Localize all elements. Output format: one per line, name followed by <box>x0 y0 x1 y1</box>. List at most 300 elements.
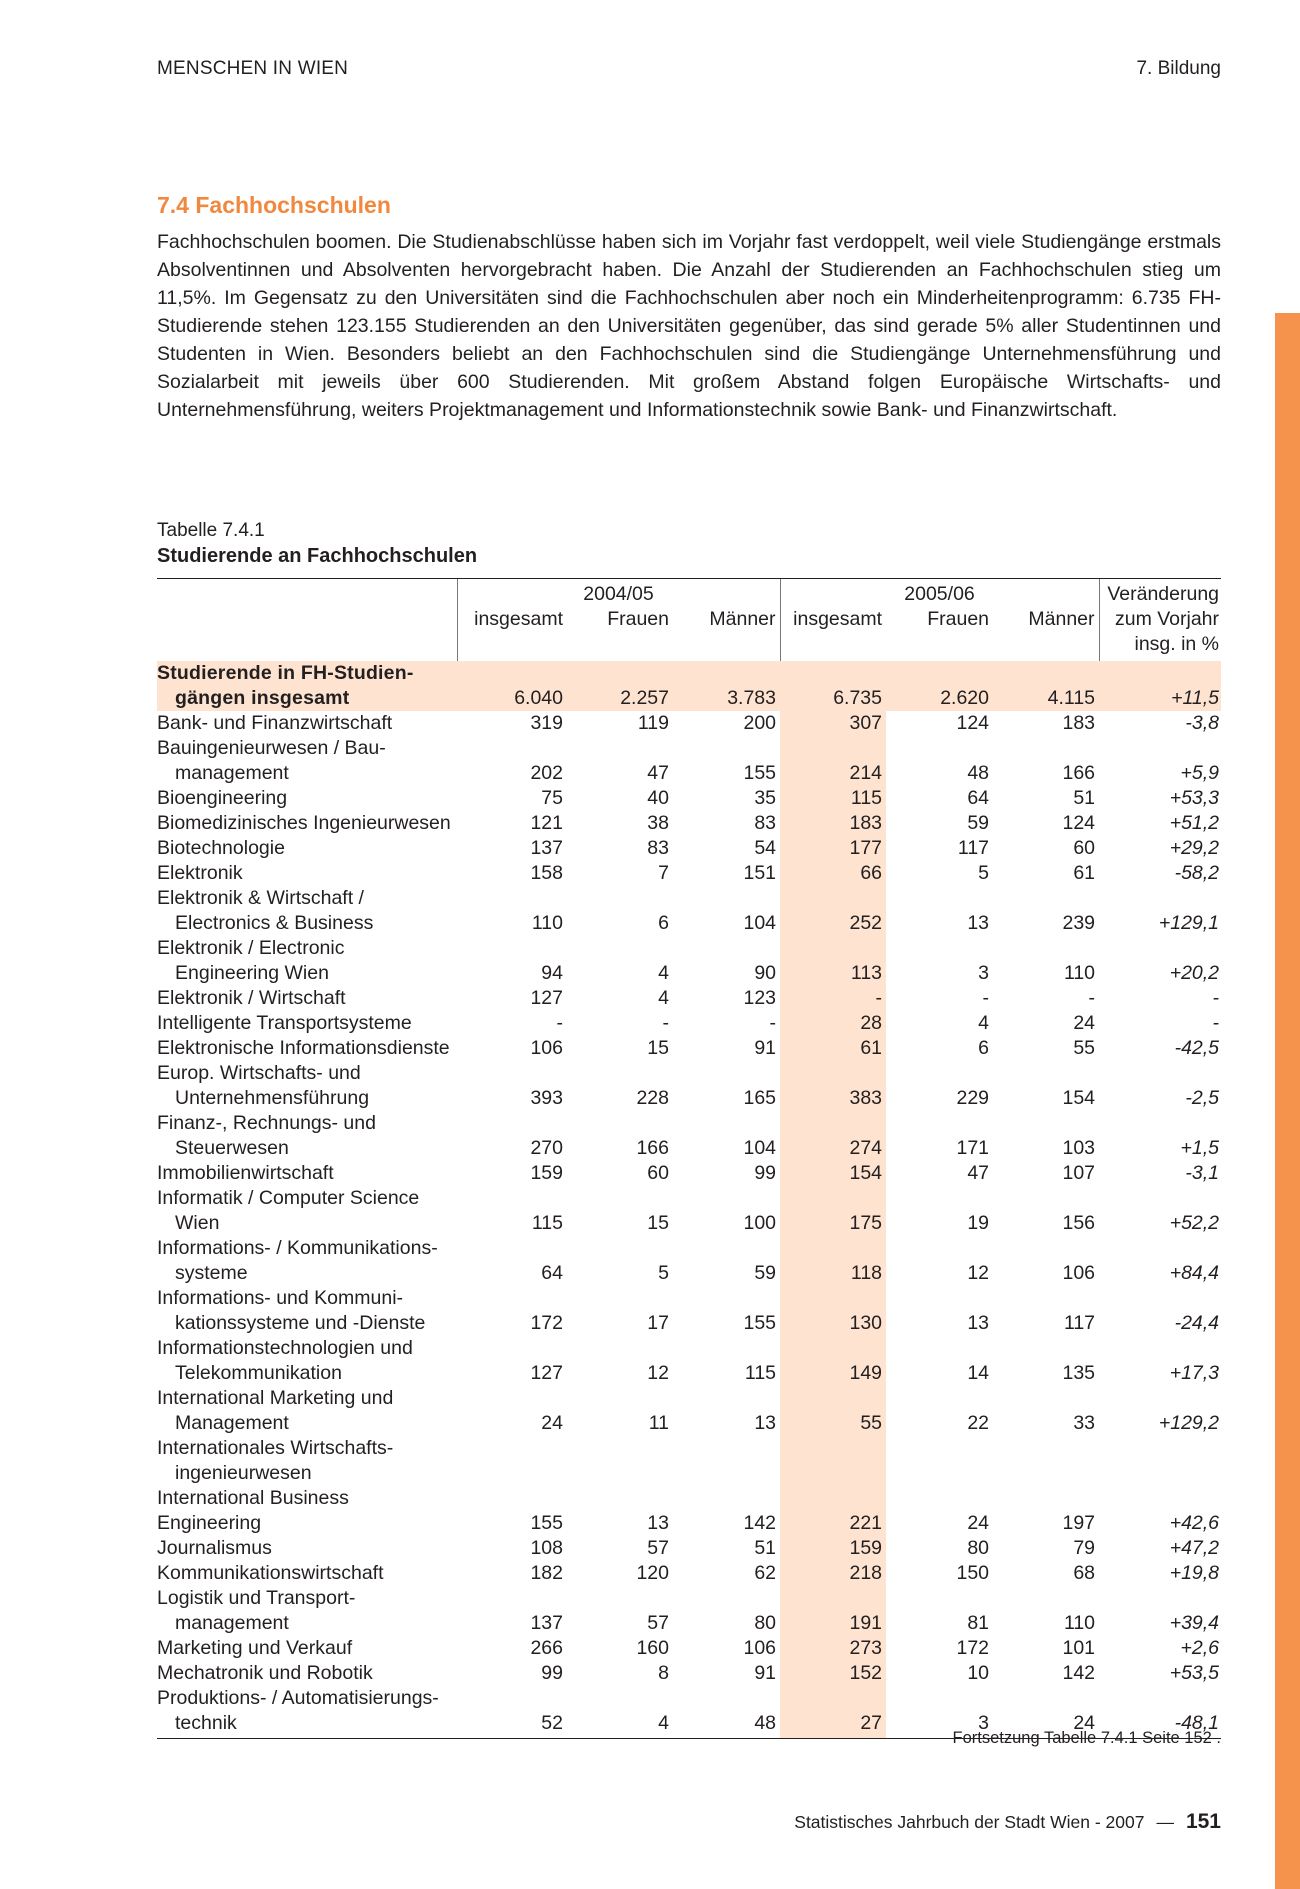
table-row <box>157 1461 1221 1486</box>
cell-maenner-2004: 151 <box>743 862 777 884</box>
cell-frauen-2004: 8 <box>658 1662 669 1684</box>
cell-maenner-2005: 135 <box>1062 1362 1096 1384</box>
row-label: Intelligente Transportsysteme <box>157 1012 412 1034</box>
total-maenner-2004: 3.783 <box>673 686 780 711</box>
cell-change: +19,8 <box>1169 1562 1220 1584</box>
footer-publication: Statistisches Jahrbuch der Stadt Wien - 2007 <box>794 1812 1145 1832</box>
cell-insgesamt-2005: 175 <box>780 1211 886 1236</box>
header-change-line1: Veränderung <box>1099 579 1221 608</box>
table-row <box>157 1311 1221 1336</box>
cell-maenner-2005 <box>993 1461 1099 1486</box>
cell-insgesamt-2005: 55 <box>780 1411 886 1436</box>
cell-insgesamt-2004: 270 <box>530 1137 563 1159</box>
cell-change: +39,4 <box>1169 1612 1220 1634</box>
cell-frauen-2004: 47 <box>647 762 669 784</box>
cell-frauen-2005: 19 <box>967 1212 990 1234</box>
row-label-continuation: Engineering Wien <box>175 962 329 984</box>
table-row <box>157 961 1221 986</box>
cell-frauen-2004: - <box>662 1012 669 1034</box>
cell-frauen-2005: 81 <box>967 1612 990 1634</box>
cell-change: +53,3 <box>1169 787 1220 809</box>
cell-insgesamt-2004: 99 <box>541 1662 563 1684</box>
table-row <box>157 911 1221 936</box>
total-insgesamt-2005: 6.735 <box>780 686 886 711</box>
header-maenner-2004: Männer <box>709 608 776 630</box>
row-label: International Marketing und <box>157 1387 394 1409</box>
table-row <box>157 1036 1221 1061</box>
cell-insgesamt-2005: 61 <box>780 1036 886 1061</box>
total-frauen-2005: 2.620 <box>886 686 993 711</box>
cell-maenner-2004: 200 <box>743 712 777 734</box>
cell-frauen-2004: 83 <box>647 837 669 859</box>
row-label: Informations- / Kommunikations- <box>157 1237 438 1259</box>
cell-maenner-2004: 165 <box>743 1087 777 1109</box>
cell-insgesamt-2004: 202 <box>530 762 563 784</box>
header-year-2005: 2005/06 <box>780 579 1099 608</box>
cell-maenner-2004: 83 <box>754 812 777 834</box>
cell-maenner-2004: 106 <box>743 1637 777 1659</box>
cell-maenner-2005: 117 <box>1063 1312 1096 1334</box>
cell-insgesamt-2005: 214 <box>780 761 886 786</box>
cell-frauen-2005: 229 <box>956 1087 990 1109</box>
cell-frauen-2005: 171 <box>956 1137 990 1159</box>
cell-frauen-2004: 166 <box>636 1137 669 1159</box>
cell-frauen-2004: 13 <box>647 1512 669 1534</box>
cell-change: +53,5 <box>1169 1662 1220 1684</box>
cell-maenner-2004: 35 <box>754 787 777 809</box>
cell-insgesamt-2004 <box>457 1461 567 1486</box>
cell-maenner-2004: 13 <box>754 1412 777 1434</box>
cell-maenner-2004: 59 <box>754 1262 777 1284</box>
cell-maenner-2005: 79 <box>1073 1537 1096 1559</box>
cell-maenner-2005: 110 <box>1063 962 1096 984</box>
cell-maenner-2005: 239 <box>1062 912 1096 934</box>
row-label: Elektronische Informationsdienste <box>157 1037 450 1059</box>
cell-maenner-2004: 123 <box>743 987 777 1009</box>
cell-change: +2,6 <box>1180 1637 1220 1659</box>
row-label: Biotechnologie <box>157 837 285 859</box>
table-row <box>157 986 1221 1011</box>
table-row-label-line <box>157 1111 1221 1136</box>
row-label: Elektronik / Electronic <box>157 937 345 959</box>
cell-frauen-2004: 4 <box>658 987 669 1009</box>
cell-frauen-2005: 59 <box>967 812 990 834</box>
cell-frauen-2005: 13 <box>967 912 990 934</box>
cell-change: +17,3 <box>1169 1362 1220 1384</box>
row-label: Informatik / Computer Science <box>157 1187 420 1209</box>
table-row-label-line <box>157 1061 1221 1086</box>
cell-change: +129,2 <box>1158 1412 1220 1434</box>
table-row <box>157 1086 1221 1111</box>
cell-insgesamt-2004: 75 <box>541 787 563 809</box>
row-label-continuation: technik <box>157 1711 457 1739</box>
cell-insgesamt-2004: 121 <box>530 812 563 834</box>
cell-frauen-2005: 48 <box>967 762 990 784</box>
cell-insgesamt-2005: 113 <box>780 961 886 986</box>
total-change: +11,5 <box>1099 686 1221 711</box>
cell-insgesamt-2005: 152 <box>780 1661 886 1686</box>
row-label-continuation: Telekommunikation <box>175 1362 342 1384</box>
row-label-continuation: Electronics & Business <box>175 912 374 934</box>
cell-insgesamt-2005: 28 <box>780 1011 886 1036</box>
row-label-continuation: management <box>175 762 289 784</box>
cell-maenner-2005: 61 <box>1073 862 1096 884</box>
row-label: Biomedizinisches Ingenieurwesen <box>157 812 451 834</box>
cell-frauen-2004: 38 <box>647 812 669 834</box>
cell-insgesamt-2005: 27 <box>780 1711 886 1739</box>
table-row <box>157 761 1221 786</box>
running-header-right: 7. Bildung <box>1136 58 1221 79</box>
row-label: Europ. Wirtschafts- und <box>157 1062 361 1084</box>
chapter-side-bar <box>1275 313 1300 1889</box>
header-year-2004: 2004/05 <box>457 579 780 608</box>
cell-frauen-2005: 64 <box>967 787 990 809</box>
row-label: Produktions- / Automatisierungs- <box>157 1687 439 1709</box>
row-label: Finanz-, Rechnungs- und <box>157 1112 376 1134</box>
cell-insgesamt-2004: 182 <box>530 1562 563 1584</box>
running-header-left: MENSCHEN IN WIEN <box>157 58 349 79</box>
row-label: Elektronik <box>157 862 243 884</box>
table-row-label-line <box>157 1286 1221 1311</box>
cell-insgesamt-2005: 273 <box>780 1636 886 1661</box>
cell-change: +1,5 <box>1180 1137 1220 1159</box>
cell-insgesamt-2004: 172 <box>530 1312 563 1334</box>
cell-maenner-2005: 156 <box>1062 1212 1096 1234</box>
table-row-label-line <box>157 936 1221 961</box>
table-label: Tabelle 7.4.1 <box>157 520 265 541</box>
cell-change: -2,5 <box>1185 1087 1220 1109</box>
cell-maenner-2005: - <box>1088 987 1096 1009</box>
table-row <box>157 1611 1221 1636</box>
table-continuation-note: Fortsetzung Tabelle 7.4.1 Seite 152 . <box>952 1729 1221 1747</box>
cell-insgesamt-2005: 177 <box>780 836 886 861</box>
cell-maenner-2005: 55 <box>1073 1037 1096 1059</box>
cell-insgesamt-2004: 64 <box>541 1262 563 1284</box>
cell-frauen-2005: 24 <box>967 1512 990 1534</box>
cell-frauen-2005 <box>886 1461 993 1486</box>
row-label: Internationales Wirtschafts- <box>157 1437 394 1459</box>
row-label-continuation: Wien <box>175 1212 220 1234</box>
cell-maenner-2005: 24 <box>1073 1012 1096 1034</box>
row-label-continuation: ingenieurwesen <box>175 1462 312 1484</box>
total-insgesamt-2004: 6.040 <box>457 686 567 711</box>
cell-maenner-2004: 142 <box>743 1512 777 1534</box>
row-label-continuation: Management <box>175 1412 289 1434</box>
footer-dash: — <box>1156 1812 1174 1832</box>
cell-insgesamt-2004: 127 <box>530 1362 563 1384</box>
cell-change: -24,4 <box>1174 1312 1220 1334</box>
cell-insgesamt-2004: 110 <box>531 912 563 934</box>
cell-insgesamt-2005: 183 <box>780 811 886 836</box>
row-label: Informations- und Kommuni- <box>157 1287 404 1309</box>
row-label: Immobilienwirtschaft <box>157 1162 334 1184</box>
table-row <box>157 1411 1221 1436</box>
cell-insgesamt-2005: 252 <box>780 911 886 936</box>
cell-maenner-2004: 62 <box>754 1562 777 1584</box>
table-row-label-line <box>157 1186 1221 1211</box>
table-row <box>157 1536 1221 1561</box>
cell-insgesamt-2004: 393 <box>530 1087 563 1109</box>
cell-frauen-2005: 3 <box>886 1711 993 1739</box>
cell-maenner-2005: 154 <box>1062 1087 1096 1109</box>
cell-maenner-2005: 106 <box>1062 1262 1096 1284</box>
cell-change <box>1099 1461 1221 1486</box>
cell-insgesamt-2005 <box>780 1461 886 1486</box>
section-title: 7.4 Fachhochschulen <box>157 192 391 218</box>
header-blank <box>157 579 457 608</box>
cell-maenner-2004: 90 <box>754 962 777 984</box>
cell-maenner-2005: 124 <box>1062 812 1096 834</box>
cell-maenner-2005: 142 <box>1062 1662 1096 1684</box>
table-row <box>157 1161 1221 1186</box>
cell-maenner-2005: 197 <box>1062 1512 1096 1534</box>
header-insgesamt-2005: insgesamt <box>780 607 886 632</box>
table-row <box>157 711 1221 736</box>
cell-insgesamt-2005: 154 <box>780 1161 886 1186</box>
cell-insgesamt-2004: 319 <box>530 712 563 734</box>
table-row <box>157 1136 1221 1161</box>
row-label: Journalismus <box>157 1537 272 1559</box>
cell-maenner-2004: 155 <box>743 762 777 784</box>
cell-insgesamt-2005: 159 <box>780 1536 886 1561</box>
table-row-label-line <box>157 1586 1221 1611</box>
cell-maenner-2005: 183 <box>1062 712 1096 734</box>
cell-frauen-2004: 5 <box>658 1262 669 1284</box>
cell-maenner-2005: 51 <box>1073 787 1096 809</box>
row-label: Mechatronik und Robotik <box>157 1662 373 1684</box>
cell-maenner-2004: 51 <box>754 1537 777 1559</box>
cell-frauen-2005: 172 <box>956 1637 990 1659</box>
cell-maenner-2004: 115 <box>744 1362 777 1384</box>
cell-insgesamt-2005: 118 <box>780 1261 886 1286</box>
cell-maenner-2004: 54 <box>754 837 777 859</box>
cell-frauen-2005: - <box>982 987 990 1009</box>
cell-change: +5,9 <box>1180 762 1220 784</box>
cell-frauen-2004: 4 <box>658 962 669 984</box>
cell-maenner-2004: 91 <box>754 1662 777 1684</box>
header-frauen-2005: Frauen <box>927 608 990 630</box>
cell-insgesamt-2004: 155 <box>530 1512 563 1534</box>
row-label: Bauingenieurwesen / Bau- <box>157 737 386 759</box>
cell-insgesamt-2005: 115 <box>780 786 886 811</box>
row-label-continuation: kationssysteme und -Dienste <box>175 1312 426 1334</box>
cell-frauen-2004: 17 <box>647 1312 669 1334</box>
cell-change: +84,4 <box>1169 1262 1220 1284</box>
cell-frauen-2005: 5 <box>978 862 990 884</box>
cell-insgesamt-2004: 115 <box>531 1212 563 1234</box>
row-label: Elektronik / Wirtschaft <box>157 987 346 1009</box>
row-label: Logistik und Transport- <box>157 1587 356 1609</box>
cell-change: -58,2 <box>1174 862 1220 884</box>
cell-change: -48,1 <box>1099 1711 1221 1739</box>
cell-insgesamt-2004: 106 <box>530 1037 563 1059</box>
row-label: Bank- und Finanzwirtschaft <box>157 712 393 734</box>
cell-maenner-2005: 110 <box>1063 1612 1096 1634</box>
table-row-label-line <box>157 1236 1221 1261</box>
table-row <box>157 1661 1221 1686</box>
cell-change: +20,2 <box>1169 962 1220 984</box>
table-title: Studierende an Fachhochschulen <box>157 545 478 567</box>
header-maenner-2005: Männer <box>1028 608 1095 630</box>
cell-insgesamt-2004: 159 <box>530 1162 563 1184</box>
table-row <box>157 836 1221 861</box>
cell-change: +29,2 <box>1169 837 1220 859</box>
table-row-label-line <box>157 1336 1221 1361</box>
cell-frauen-2005: 10 <box>967 1662 990 1684</box>
row-label-continuation: systeme <box>175 1262 248 1284</box>
cell-maenner-2004: 155 <box>743 1312 777 1334</box>
students-table <box>157 578 1221 1739</box>
cell-insgesamt-2004: 158 <box>530 862 563 884</box>
cell-change: +129,1 <box>1158 912 1220 934</box>
row-label-continuation: management <box>175 1612 289 1634</box>
cell-maenner-2004: 100 <box>743 1212 777 1234</box>
cell-change: -3,1 <box>1185 1162 1220 1184</box>
cell-maenner-2005: 60 <box>1073 837 1096 859</box>
cell-frauen-2005: 47 <box>967 1162 990 1184</box>
table-row <box>157 1011 1221 1036</box>
cell-insgesamt-2004: - <box>556 1012 563 1034</box>
cell-change: -42,5 <box>1174 1037 1220 1059</box>
cell-frauen-2004: 15 <box>647 1037 669 1059</box>
cell-frauen-2004: 57 <box>647 1612 669 1634</box>
table-row <box>157 786 1221 811</box>
cell-maenner-2004: 48 <box>673 1711 780 1739</box>
cell-frauen-2005: 124 <box>956 712 990 734</box>
cell-insgesamt-2004: 94 <box>541 962 563 984</box>
table-row <box>157 811 1221 836</box>
cell-change: +52,2 <box>1169 1212 1220 1234</box>
cell-frauen-2005: 22 <box>967 1412 990 1434</box>
cell-maenner-2004: 104 <box>743 1137 777 1159</box>
row-label: Kommunikationswirtschaft <box>157 1562 384 1584</box>
row-label: International Business Engineering <box>157 1487 349 1534</box>
cell-insgesamt-2005: 218 <box>780 1561 886 1586</box>
table-row <box>157 1486 1221 1536</box>
cell-insgesamt-2004: 266 <box>530 1637 563 1659</box>
cell-frauen-2004: 160 <box>636 1637 669 1659</box>
cell-frauen-2004: 7 <box>658 862 669 884</box>
cell-frauen-2004: 12 <box>647 1362 669 1384</box>
cell-insgesamt-2004: 52 <box>457 1711 567 1739</box>
header-change-line2: zum Vorjahr <box>1099 607 1221 632</box>
cell-insgesamt-2005: 130 <box>780 1311 886 1336</box>
table-row-label-line <box>157 1436 1221 1461</box>
cell-frauen-2005: 13 <box>967 1312 990 1334</box>
intro-paragraph: Fachhochschulen boomen. Die Studienabschlüsse haben sich im Vorjahr fast verdoppelt, weil viele Studiengänge erstmals Absolventinnen und Absolventen hervorgebracht haben. Die Anzahl der Studierenden an Fachhochschulen stieg um 11,5%. Im Gegensatz zu den Universitäten sind die Fachhochschulen aber noch ein Minderheitenprogramm: 6.735 FH-Studierende stehen 123.155 Studierenden an den Universitäten gegenüber, das sind gerade 5% aller Studentinnen und Studenten in Wien. Besonders beliebt an den Fachhochschulen sind die Studiengänge Unternehmensführung und Sozialarbeit mit jeweils über 600 Studierenden. Mit großem Abstand folgen Europäische Wirtschafts- und Unternehmensführung, weiters Projektmanagement und Informationstechnik sowie Bank- und Finanzwirtschaft. <box>157 231 1221 421</box>
cell-change: -3,8 <box>1185 712 1220 734</box>
table-row <box>157 1636 1221 1661</box>
cell-maenner-2005: 24 <box>993 1711 1099 1739</box>
table-row <box>157 1211 1221 1236</box>
cell-frauen-2005: 6 <box>978 1037 990 1059</box>
cell-frauen-2004: 11 <box>648 1412 669 1434</box>
cell-insgesamt-2004: 137 <box>530 1612 563 1634</box>
cell-frauen-2004: 4 <box>567 1711 673 1739</box>
cell-maenner-2004: 104 <box>743 912 777 934</box>
table-row-label-line <box>157 886 1221 911</box>
cell-frauen-2005: 150 <box>956 1562 990 1584</box>
cell-maenner-2005: 68 <box>1073 1562 1096 1584</box>
cell-insgesamt-2005: 149 <box>780 1361 886 1386</box>
cell-frauen-2005: 3 <box>978 962 990 984</box>
cell-frauen-2004: 120 <box>636 1562 669 1584</box>
total-row <box>157 686 1221 711</box>
row-label-continuation: Steuerwesen <box>175 1137 289 1159</box>
total-frauen-2004: 2.257 <box>567 686 673 711</box>
cell-insgesamt-2005: 221 <box>780 1486 886 1536</box>
total-maenner-2005: 4.115 <box>993 686 1099 711</box>
cell-maenner-2005: 166 <box>1062 762 1096 784</box>
cell-insgesamt-2005: 191 <box>780 1611 886 1636</box>
cell-insgesamt-2005: 66 <box>780 861 886 886</box>
cell-frauen-2004: 228 <box>636 1087 669 1109</box>
cell-frauen-2004: 60 <box>647 1162 669 1184</box>
header-frauen-2004: Frauen <box>607 608 669 630</box>
cell-maenner-2004: 80 <box>754 1612 777 1634</box>
cell-frauen-2005: 117 <box>957 837 990 859</box>
cell-frauen-2004: 40 <box>647 787 669 809</box>
cell-insgesamt-2005: - <box>780 986 886 1011</box>
cell-insgesamt-2004: 127 <box>530 987 563 1009</box>
table-row-label-line <box>157 1386 1221 1411</box>
cell-insgesamt-2005: 274 <box>780 1136 886 1161</box>
cell-maenner-2005: 101 <box>1062 1637 1096 1659</box>
table-row <box>157 1261 1221 1286</box>
cell-change: +47,2 <box>1169 1537 1220 1559</box>
total-label-line1: Studierende in FH-Studien- <box>157 661 1221 686</box>
cell-insgesamt-2005: 383 <box>780 1086 886 1111</box>
cell-insgesamt-2004: 137 <box>530 837 563 859</box>
table-row-label-line <box>157 1686 1221 1711</box>
page-number: 151 <box>1185 1810 1221 1833</box>
cell-maenner-2004: 99 <box>754 1162 777 1184</box>
cell-change: - <box>1212 1012 1220 1034</box>
table-row <box>157 1361 1221 1386</box>
cell-frauen-2005: 12 <box>967 1262 990 1284</box>
total-row-line1 <box>157 661 1221 686</box>
cell-maenner-2004 <box>673 1461 780 1486</box>
row-label: Informationstechnologien und <box>157 1337 413 1359</box>
cell-maenner-2005: 107 <box>1062 1162 1096 1184</box>
cell-change: - <box>1212 987 1220 1009</box>
table-row-label-line <box>157 736 1221 761</box>
cell-insgesamt-2005: 307 <box>780 711 886 736</box>
page-footer <box>794 1810 1221 1834</box>
header-insgesamt-2004: insgesamt <box>457 607 567 632</box>
cell-maenner-2004: - <box>769 1012 777 1034</box>
cell-frauen-2004: 15 <box>647 1212 669 1234</box>
table-row <box>157 1561 1221 1586</box>
row-label: Marketing und Verkauf <box>157 1637 353 1659</box>
cell-maenner-2005: 33 <box>1073 1412 1096 1434</box>
cell-frauen-2004: 57 <box>647 1537 669 1559</box>
cell-change: +42,6 <box>1169 1512 1220 1534</box>
cell-frauen-2004: 6 <box>658 912 669 934</box>
header-change-line3: insg. in % <box>1099 632 1221 661</box>
cell-frauen-2004: 119 <box>637 712 669 734</box>
cell-maenner-2005: 103 <box>1062 1137 1096 1159</box>
cell-insgesamt-2004: 24 <box>541 1412 563 1434</box>
cell-insgesamt-2004: 108 <box>530 1537 563 1559</box>
cell-frauen-2005: 4 <box>978 1012 990 1034</box>
cell-maenner-2004: 91 <box>754 1037 777 1059</box>
cell-frauen-2005: 14 <box>967 1362 990 1384</box>
row-label: Elektronik & Wirtschaft / <box>157 887 364 909</box>
cell-frauen-2004 <box>567 1461 673 1486</box>
table-row <box>157 861 1221 886</box>
total-label-line2: gängen insgesamt <box>157 686 457 711</box>
